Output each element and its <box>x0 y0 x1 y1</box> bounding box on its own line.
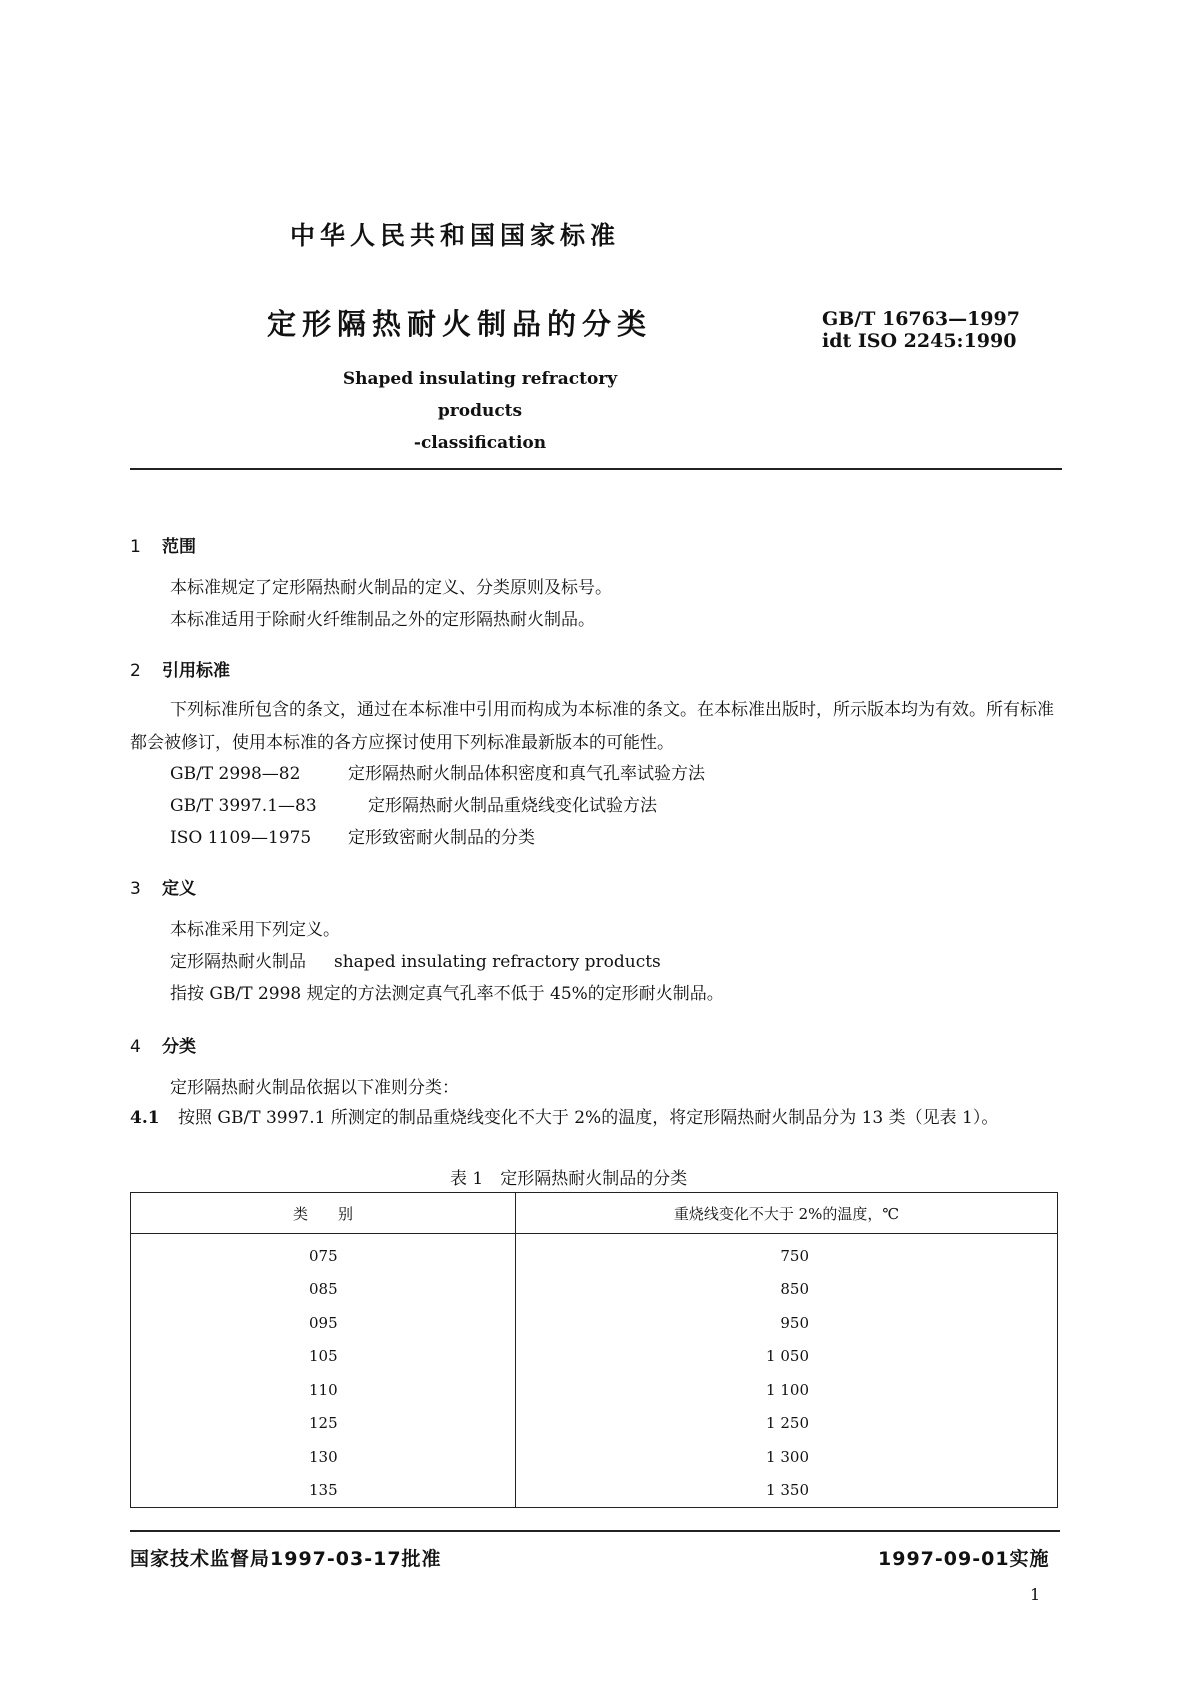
section-title: 分类 <box>162 1037 196 1057</box>
class-cell: 110 <box>309 1380 338 1399</box>
idt-reference: idt ISO 2245:1990 <box>822 330 1017 352</box>
class-cell: 085 <box>309 1280 338 1299</box>
temperature-cell: 1 250 <box>516 1407 1058 1441</box>
standard-number: GB/T 16763—1997 <box>822 308 1020 330</box>
class-cell: 130 <box>309 1447 338 1466</box>
country-standard-heading: 中华人民共和国国家标准 <box>290 221 621 250</box>
clause-4-1 <box>130 1102 1062 1135</box>
clause-number: 4.1 <box>130 1108 160 1128</box>
reference-item <box>170 796 657 816</box>
section-title: 定义 <box>162 879 196 899</box>
header-divider <box>130 468 1062 470</box>
class-cell: 105 <box>309 1347 338 1366</box>
section-3-paragraph-2: 指按 GB/T 2998 规定的方法测定真气孔率不低于 45%的定形耐火制品。 <box>170 984 724 1004</box>
section-2-heading <box>130 656 230 681</box>
reference-code: GB/T 3997.1—83 <box>170 796 317 816</box>
term-definition <box>170 952 661 972</box>
reference-title: 定形隔热耐火制品重烧线变化试验方法 <box>368 796 657 816</box>
term-cn: 定形隔热耐火制品 <box>170 952 306 972</box>
temperature-cell: 1 100 <box>516 1373 1058 1407</box>
section-4-heading <box>130 1032 196 1057</box>
temperature-cell: 1 050 <box>516 1340 1058 1374</box>
table-row <box>131 1306 1058 1340</box>
reference-item <box>170 764 705 784</box>
temperature-cell: 950 <box>516 1306 1058 1340</box>
table-row <box>131 1474 1058 1508</box>
temperature-cell: 1 300 <box>516 1440 1058 1474</box>
table-row <box>131 1407 1058 1441</box>
reference-title: 定形致密耐火制品的分类 <box>348 828 535 848</box>
page-number: 1 <box>1030 1585 1041 1604</box>
column-header-class: 类 别 <box>131 1193 516 1234</box>
section-4-paragraph-1: 定形隔热耐火制品依据以下准则分类： <box>170 1078 459 1098</box>
section-1-heading <box>130 532 196 557</box>
section-3-heading <box>130 874 196 899</box>
footer-divider <box>130 1530 1060 1532</box>
section-1-paragraph-2: 本标准适用于除耐火纤维制品之外的定形隔热耐火制品。 <box>170 610 595 630</box>
section-title: 范围 <box>162 537 196 557</box>
column-header-temperature: 重烧线变化不大于 2%的温度，℃ <box>516 1193 1058 1234</box>
title-en-line2: -classification <box>413 433 547 453</box>
table-row <box>131 1373 1058 1407</box>
temperature-cell: 1 350 <box>516 1474 1058 1508</box>
section-number: 1 <box>130 537 141 557</box>
approval-date: 国家技术监督局1997-03-17批准 <box>130 1548 442 1570</box>
classification-table <box>130 1192 1058 1508</box>
reference-code: ISO 1109—1975 <box>170 828 312 848</box>
class-cell: 095 <box>309 1313 338 1332</box>
section-1-paragraph-1: 本标准规定了定形隔热耐火制品的定义、分类原则及标号。 <box>170 578 612 598</box>
section-number: 2 <box>130 661 141 681</box>
table-caption: 表 1 定形隔热耐火制品的分类 <box>450 1169 688 1189</box>
document-title-en <box>300 363 660 459</box>
section-3-paragraph-1: 本标准采用下列定义。 <box>170 920 340 940</box>
term-en: shaped insulating refractory products <box>334 952 661 972</box>
clause-text: 按照 GB/T 3997.1 所测定的制品重烧线变化不大于 2%的温度，将定形隔热耐火制品分为 13 类（见表 1）。 <box>178 1108 999 1128</box>
document-title-cn: 定形隔热耐火制品的分类 <box>267 307 653 341</box>
table-row <box>131 1234 1058 1273</box>
section-number: 4 <box>130 1037 141 1057</box>
table-row <box>131 1340 1058 1374</box>
table-row <box>131 1273 1058 1307</box>
title-en-line1: Shaped insulating refractory products <box>342 369 618 421</box>
standard-number-block <box>822 308 1020 352</box>
section-number: 3 <box>130 879 141 899</box>
table-row <box>131 1440 1058 1474</box>
table-header-row <box>131 1193 1058 1234</box>
temperature-cell: 850 <box>516 1273 1058 1307</box>
reference-code: GB/T 2998—82 <box>170 764 301 784</box>
class-cell: 075 <box>309 1246 338 1265</box>
implementation-date: 1997-09-01实施 <box>878 1548 1050 1570</box>
temperature-cell: 750 <box>516 1234 1058 1273</box>
class-cell: 125 <box>309 1414 338 1433</box>
reference-title: 定形隔热耐火制品体积密度和真气孔率试验方法 <box>348 764 705 784</box>
section-title: 引用标准 <box>162 661 230 681</box>
reference-item <box>170 828 535 848</box>
class-cell: 135 <box>309 1481 338 1500</box>
section-2-paragraph-1: 下列标准所包含的条文，通过在本标准中引用而构成为本标准的条文。在本标准出版时，所示版本均为有效。所有标准都会被修订，使用本标准的各方应探讨使用下列标准最新版本的可能性。 <box>130 700 1054 753</box>
